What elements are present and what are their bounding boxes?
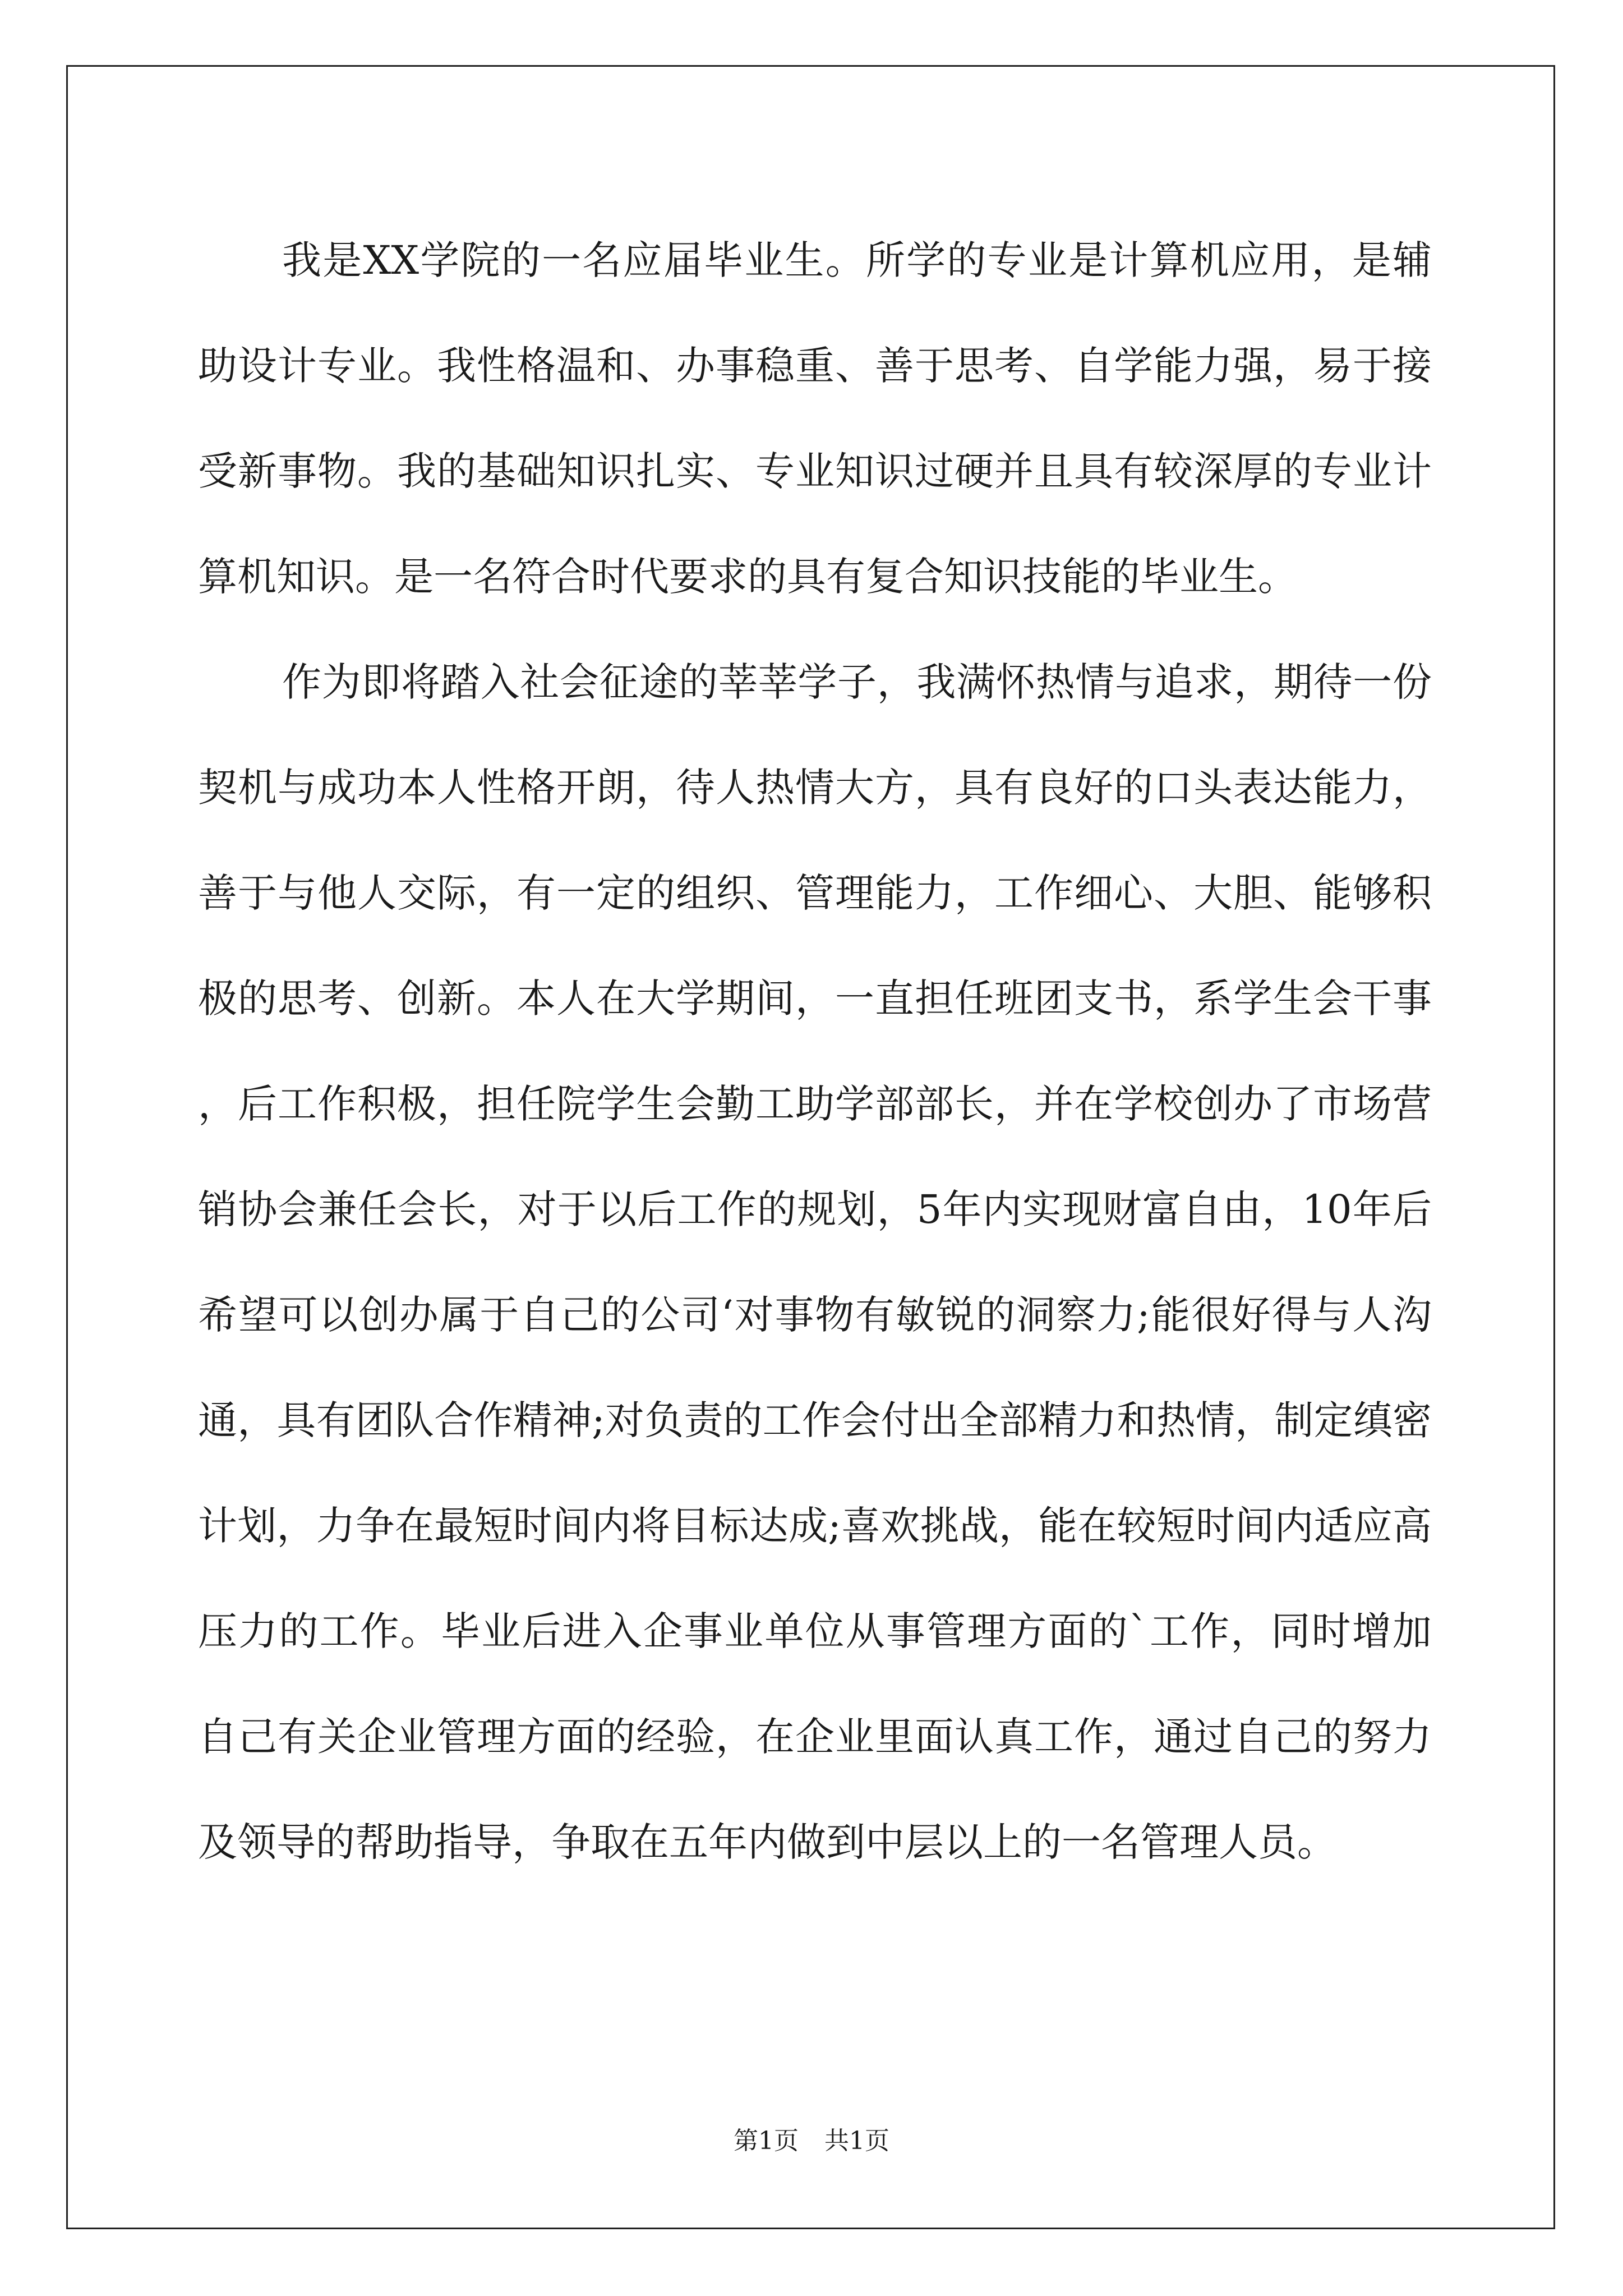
paragraph-2: 作为即将踏入社会征途的莘莘学子，我满怀热情与追求，期待一份契机与成功本人性格开朗，待人热情大方，具有良好的口头表达能力，善于与他人交际，有一定的组织、管理能力，工作细心、大胆、能够积极的思考、创新。本人在大学期间，一直担任班团支书，系学生会干事，后工作积极，担任院学生会勤工助学部部长，并在学校创办了市场营销协会兼任会长，对于以后工作的规划，5年内实现财富自由，10年后希望可以创办属于自己的公司‘对事物有敏锐的洞察力;能很好得与人沟通，具有团队合作精神;对负责的工作会付出全部精力和热情，制定缜密计划，力争在最短时间内将目标达成;喜欢挑战，能在较短时间内适应高压力的工作。毕业后进入企事业单位从事管理方面的`工作，同时增加自己有关企业管理方面的经验，在企业里面认真工作，通过自己的努力及领导的帮助指导，争取在五年内做到中层以上的一名管理人员。 <box>198 659 1432 1865</box>
page-total-label: 共1页 <box>824 2127 889 2155</box>
document-body <box>198 208 1432 1895</box>
page-footer <box>0 2120 1623 2156</box>
paragraph-1: 我是XX学院的一名应届毕业生。所学的专业是计算机应用，是辅助设计专业。我性格温和、办事稳重、善于思考、自学能力强，易于接受新事物。我的基础知识扎实、专业知识过硬并且具有较深厚的专业计算机知识。是一名符合时代要求的具有复合知识技能的毕业生。 <box>198 237 1432 600</box>
page-current-label: 第1页 <box>734 2127 799 2155</box>
